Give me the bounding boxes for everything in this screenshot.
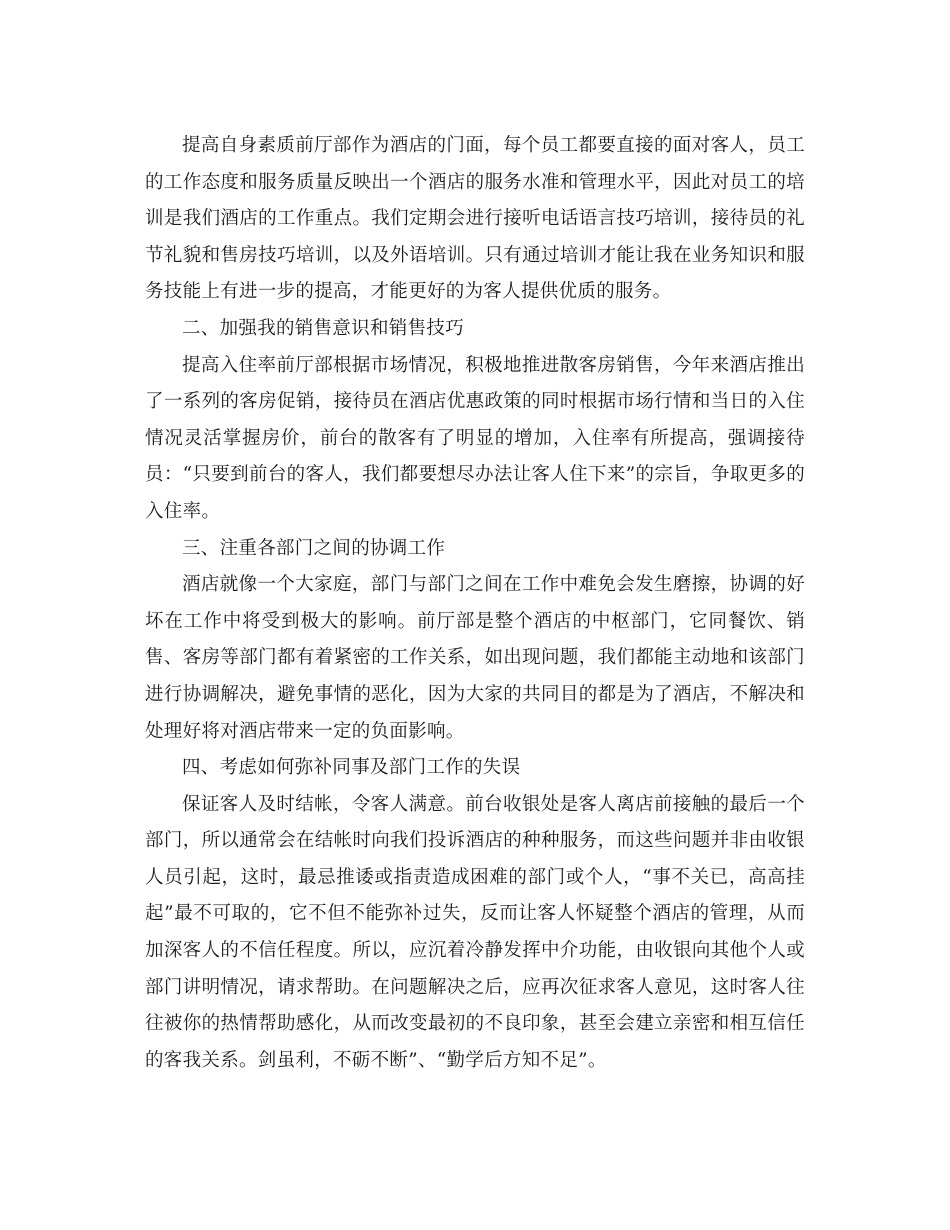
heading-coordination: 三、注重各部门之间的协调工作 [182,537,446,559]
paragraph-coordination: 酒店就像一个大家庭，部门与部门之间在工作中难免会发生磨擦，协调的好坏在工作中将受到极大的影响。前厅部是整个酒店的中枢部门，它同餐饮、销售、客房等部门都有着紧密的工作关系，如出现问题，我们都能主动地和该部门进行协调解决，避免事情的恶化，因为大家的共同目的都是为了酒店，不解决和处理好将对酒店带来一定的负面影响。 [145,574,805,742]
paragraph-occupancy: 提高入住率前厅部根据市场情况，积极地推进散客房销售，今年来酒店推出了一系列的客房促销，接待员在酒店优惠政策的同时根据市场行情和当日的入住情况灵活掌握房价，前台的散客有了明显的增加，入住率有所提高，强调接待员：“只要到前台的客人，我们都要想尽办法让客人住下来”的宗旨，争取更多的入住率。 [145,354,805,522]
paragraph-checkout: 保证客人及时结帐，令客人满意。前台收银处是客人离店前接触的最后一个部门，所以通常会在结帐时向我们投诉酒店的种种服务，而这些问题并非由收银人员引起，这时，最忌推诿或指责造成困难的部门或个人，“事不关已，高高挂起”最不可取的，它不但不能弥补过失，反而让客人怀疑整个酒店的管理，从而加深客人的不信任程度。所以，应沉着冷静发挥中介功能，由收银向其他个人或部门讲明情况，请求帮助。在问题解决之后，应再次征求客人意见，这时客人往往被你的热情帮助感化，从而改变最初的不良印象，甚至会建立亲密和相互信任的客我关系。剑虽利，不砺不断”、“勤学后方知不足”。 [145,793,805,1071]
document-body [145,128,805,1079]
heading-sales-skills: 二、加强我的销售意识和销售技巧 [182,317,465,339]
heading-mistakes: 四、考虑如何弥补同事及部门工作的失误 [182,757,521,779]
paragraph-self-improvement: 提高自身素质前厅部作为酒店的门面，每个员工都要直接的面对客人，员工的工作态度和服务质量反映出一个酒店的服务水准和管理水平，因此对员工的培训是我们酒店的工作重点。我们定期会进行接听电话语言技巧培训，接待员的礼节礼貌和售房技巧培训，以及外语培训。只有通过培训才能让我在业务知识和服务技能上有进一步的提高，才能更好的为客人提供优质的服务。 [145,135,805,303]
